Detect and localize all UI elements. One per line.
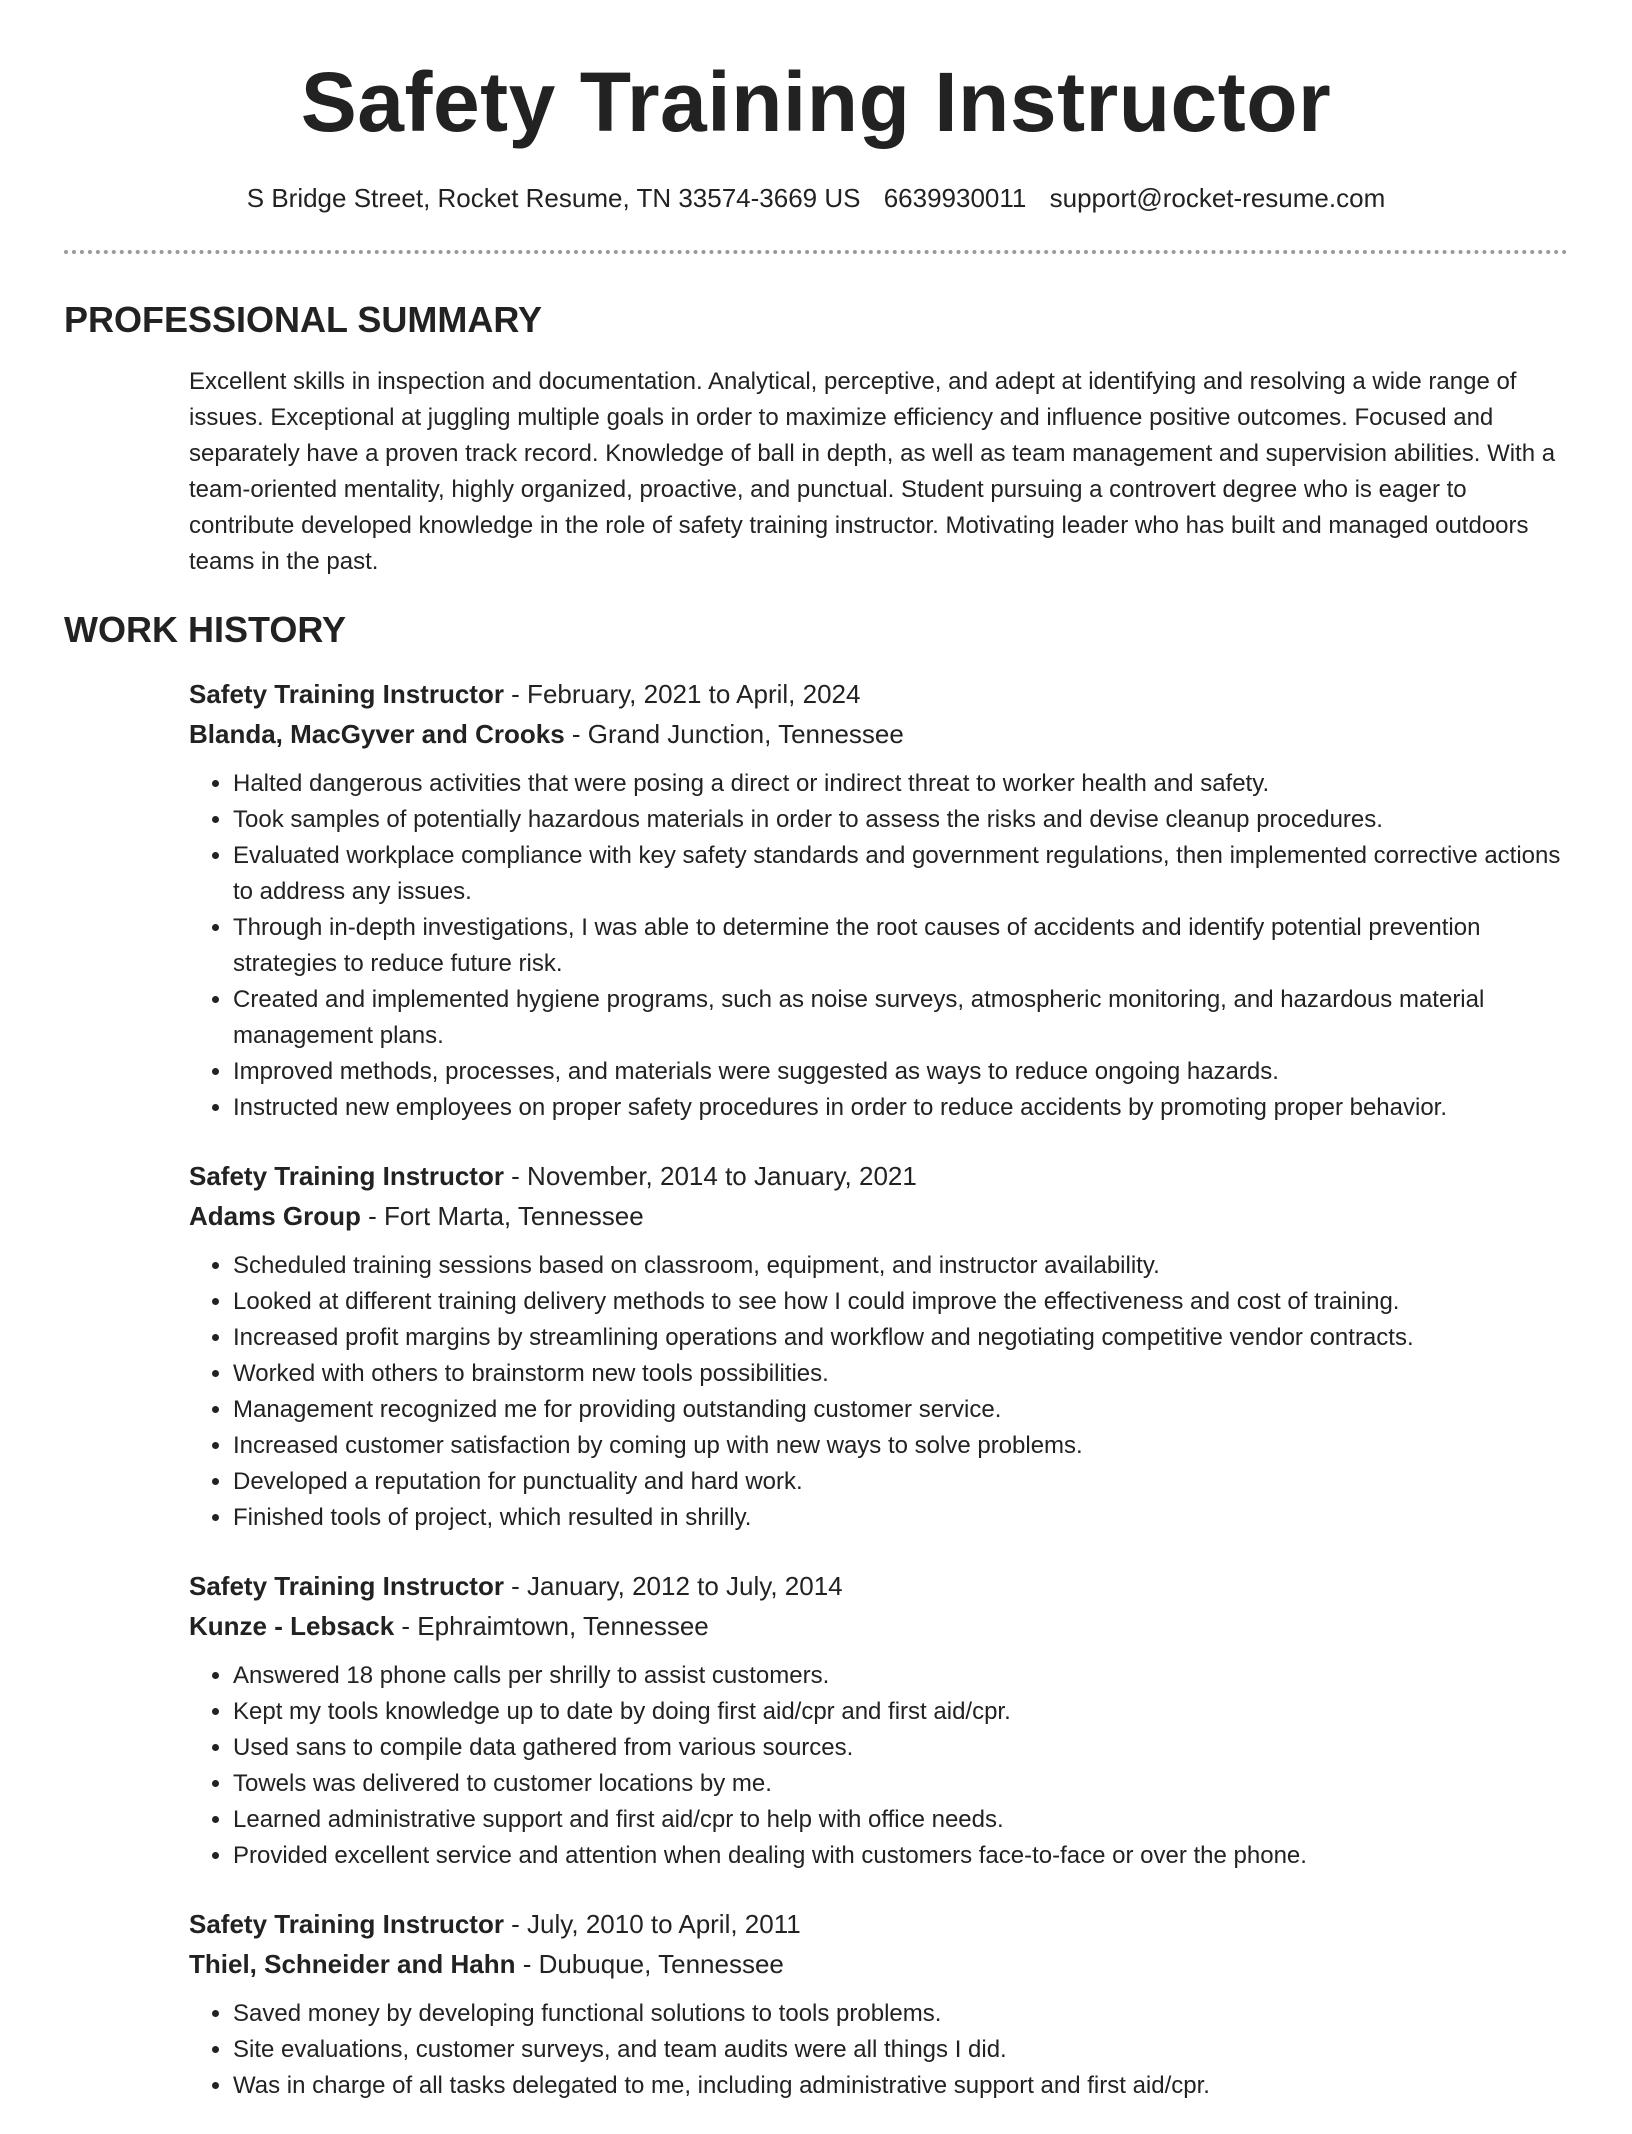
- job-company-line: [189, 1196, 1569, 1236]
- job-bullet: • Increased profit margins by streamlining operations and workflow and negotiating competitive vendor contracts.: [233, 1320, 1569, 1356]
- job-location: - Dubuque, Tennessee: [515, 1949, 784, 1979]
- job-bullet: • Worked with others to brainstorm new tools possibilities.: [233, 1356, 1569, 1392]
- job-location: - Grand Junction, Tennessee: [564, 719, 904, 749]
- work-history-heading: WORK HISTORY: [64, 609, 347, 650]
- job-location: - Ephraimtown, Tennessee: [394, 1611, 709, 1641]
- job-company-line: [189, 714, 1569, 754]
- job-bullet: • Created and implemented hygiene programs, such as noise surveys, atmospheric monitoring, and hazardous material management plans.: [233, 982, 1569, 1054]
- job-bullet: • Finished tools of project, which resulted in shrilly.: [233, 1500, 1569, 1536]
- job-dates: - February, 2021 to April, 2024: [503, 679, 861, 709]
- contact-email[interactable]: support@rocket-resume.com: [1049, 183, 1386, 213]
- job-title-line: [189, 1156, 1569, 1196]
- job-company-line: [189, 1606, 1569, 1646]
- job-bullet: • Through in-depth investigations, I was able to determine the root causes of accidents and identify potential prevention strategies to reduce future risk.: [233, 910, 1569, 982]
- job-bullets: [189, 766, 1569, 1126]
- job-dates: - November, 2014 to January, 2021: [503, 1161, 917, 1191]
- job-title: Safety Training Instructor: [189, 1161, 504, 1191]
- header-divider: [64, 250, 1568, 254]
- contact-phone[interactable]: 6639930011: [883, 183, 1027, 213]
- job-company: Adams Group: [189, 1201, 361, 1231]
- summary-heading: PROFESSIONAL SUMMARY: [64, 299, 543, 340]
- job-entry: [189, 1566, 1569, 1874]
- job-location: - Fort Marta, Tennessee: [360, 1201, 644, 1231]
- job-bullet: • Kept my tools knowledge up to date by doing first aid/cpr and first aid/cpr.: [233, 1694, 1569, 1730]
- job-entry: [189, 1904, 1569, 2104]
- job-company: Kunze - Lebsack: [189, 1611, 395, 1641]
- job-dates: - July, 2010 to April, 2011: [503, 1909, 801, 1939]
- job-entry: [189, 674, 1569, 1126]
- job-bullet: • Towels was delivered to customer locations by me.: [233, 1766, 1569, 1802]
- job-bullet: • Took samples of potentially hazardous materials in order to assess the risks and devise cleanup procedures.: [233, 802, 1569, 838]
- job-bullet: • Used sans to compile data gathered from various sources.: [233, 1730, 1569, 1766]
- job-company-line: [189, 1944, 1569, 1984]
- contact-address: S Bridge Street, Rocket Resume, TN 33574-3669 US: [246, 183, 861, 213]
- job-title-line: [189, 674, 1569, 714]
- job-bullets: [189, 1248, 1569, 1536]
- job-bullet: • Evaluated workplace compliance with key safety standards and government regulations, then implemented corrective actions to address any issues.: [233, 838, 1569, 910]
- summary-text: Excellent skills in inspection and documentation. Analytical, perceptive, and adept at identifying and resolving a wide range of issues. Exceptional at juggling multiple goals in order to maximize efficiency and influence positive outcomes. Focused and separately have a proven track record. Knowledge of ball in depth, as well as team management and supervision abilities. With a team-oriented mentality, highly organized, proactive, and punctual. Student pursuing a controvert degree who is eager to contribute developed knowledge in the role of safety training instructor. Motivating leader who has built and managed outdoors teams in the past.: [189, 368, 1556, 575]
- job-bullet: • Halted dangerous activities that were posing a direct or indirect threat to worker health and safety.: [233, 766, 1569, 802]
- job-company: Thiel, Schneider and Hahn: [189, 1949, 516, 1979]
- job-entry: [189, 1156, 1569, 1536]
- job-title: Safety Training Instructor: [189, 679, 504, 709]
- job-bullets: [189, 1996, 1569, 2104]
- job-title: Safety Training Instructor: [189, 1571, 504, 1601]
- job-bullet: • Instructed new employees on proper safety procedures in order to reduce accidents by promoting proper behavior.: [233, 1090, 1569, 1126]
- resume-title: Safety Training Instructor: [300, 55, 1332, 149]
- job-bullet: • Increased customer satisfaction by coming up with new ways to solve problems.: [233, 1428, 1569, 1464]
- job-bullet: • Developed a reputation for punctuality and hard work.: [233, 1464, 1569, 1500]
- job-bullet: • Answered 18 phone calls per shrilly to assist customers.: [233, 1658, 1569, 1694]
- job-title-line: [189, 1904, 1569, 1944]
- contact-line: [0, 180, 1632, 216]
- job-title-line: [189, 1566, 1569, 1606]
- job-dates: - January, 2012 to July, 2014: [503, 1571, 843, 1601]
- job-bullet: • Scheduled training sessions based on classroom, equipment, and instructor availability.: [233, 1248, 1569, 1284]
- job-bullets: [189, 1658, 1569, 1874]
- work-history-list: [189, 674, 1569, 2134]
- job-title: Safety Training Instructor: [189, 1909, 504, 1939]
- job-bullet: • Provided excellent service and attention when dealing with customers face-to-face or over the phone.: [233, 1838, 1569, 1874]
- job-bullet: • Management recognized me for providing outstanding customer service.: [233, 1392, 1569, 1428]
- job-bullet: • Improved methods, processes, and materials were suggested as ways to reduce ongoing hazards.: [233, 1054, 1569, 1090]
- job-company: Blanda, MacGyver and Crooks: [189, 719, 565, 749]
- job-bullet: • Saved money by developing functional solutions to tools problems.: [233, 1996, 1569, 2032]
- job-bullet: • Was in charge of all tasks delegated to me, including administrative support and first aid/cpr.: [233, 2068, 1569, 2104]
- job-bullet: • Learned administrative support and first aid/cpr to help with office needs.: [233, 1802, 1569, 1838]
- job-bullet: • Site evaluations, customer surveys, and team audits were all things I did.: [233, 2032, 1569, 2068]
- job-bullet: • Looked at different training delivery methods to see how I could improve the effectiveness and cost of training.: [233, 1284, 1569, 1320]
